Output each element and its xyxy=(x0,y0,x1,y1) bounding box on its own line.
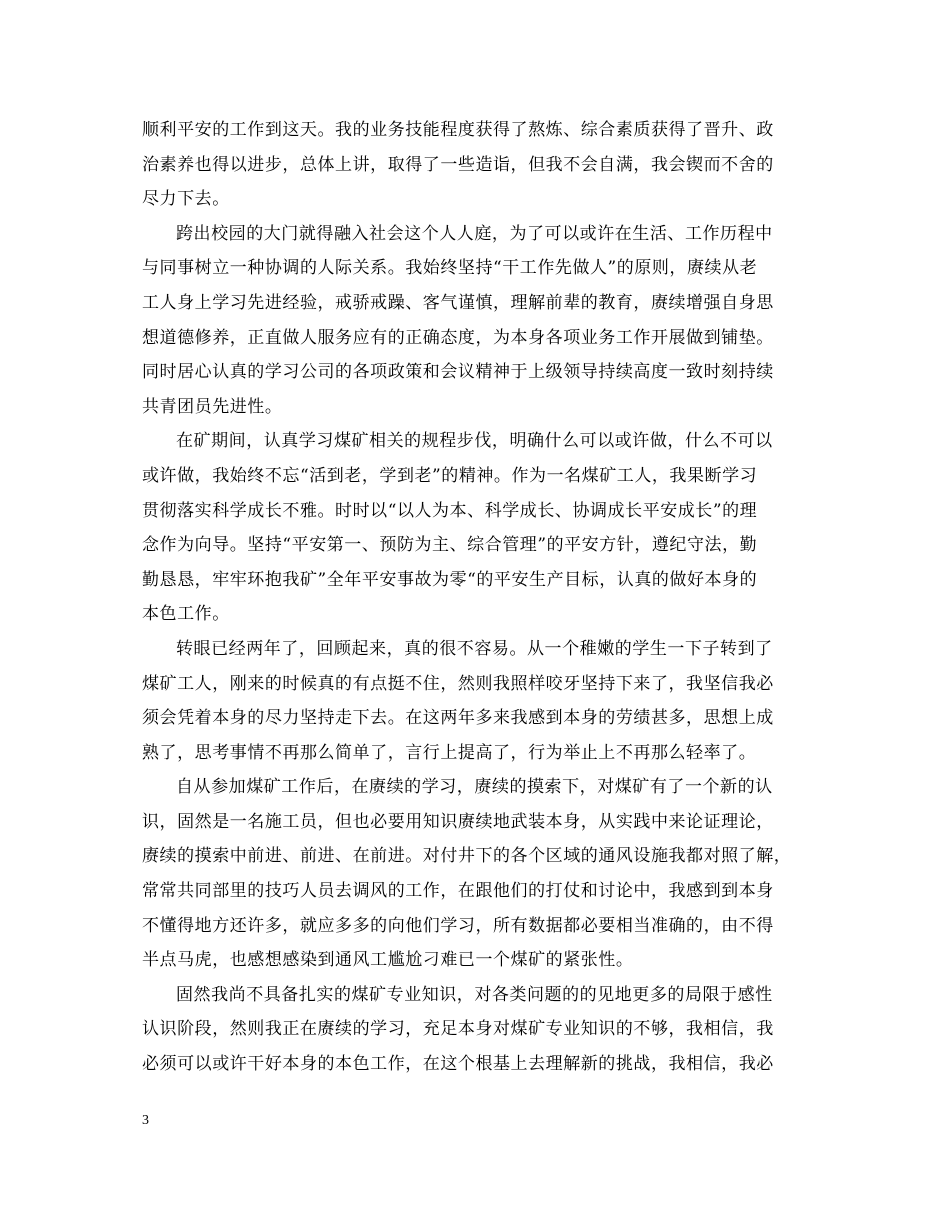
text-line: 尽力下去。 xyxy=(142,189,230,210)
text-line: 熟了，思考事情不再那么简单了，言行上提高了，行为举止上不再那么轻率了。 xyxy=(142,742,757,763)
text-line: 贯彻落实科学成长不雅。时时以“以人为本、科学成长、协调成长平安成长”的理 xyxy=(142,500,758,521)
text-line: 勤恳恳，牢牢环抱我矿”全年平安事故为零“的平安生产目标，认真的做好本身的 xyxy=(142,569,758,590)
text-line: 在矿期间，认真学习煤矿相关的规程步伐，明确什么可以或许做，什么不可以 xyxy=(176,431,773,452)
text-line: 跨出校园的大门就得融入社会这个人人庭，为了可以或许在生活、工作历程中 xyxy=(176,223,773,244)
text-line: 赓续的摸索中前进、前进、在前进。对付井下的各个区域的通风设施我都对照了解， xyxy=(142,846,792,867)
text-line: 半点马虎，也感想感染到通风工尴尬刁难已一个煤矿的紧张性。 xyxy=(142,950,634,971)
text-line: 自从参加煤矿工作后，在赓续的学习，赓续的摸索下，对煤矿有了一个新的认 xyxy=(176,777,773,798)
text-line: 固然我尚不具备扎实的煤矿专业知识，对各类问题的的见地更多的局限于感性 xyxy=(176,984,773,1005)
text-line: 想道德修养，正直做人服务应有的正确态度，为本身各项业务工作开展做到铺垫。 xyxy=(142,327,774,348)
text-line: 本色工作。 xyxy=(142,604,230,625)
text-line: 共青团员先进性。 xyxy=(142,396,283,417)
text-line: 同时居心认真的学习公司的各项政策和会议精神于上级领导持续高度一致时刻持续 xyxy=(142,362,774,383)
text-line: 治素养也得以进步，总体上讲，取得了一些造诣，但我不会自满，我会锲而不舍的 xyxy=(142,154,774,175)
text-line: 须会凭着本身的尽力坚持走下去。在这两年多来我感到本身的劳绩甚多，思想上成 xyxy=(142,708,774,729)
text-line: 或许做，我始终不忘“活到老，学到老”的精神。作为一名煤矿工人，我果断学习 xyxy=(142,465,758,486)
text-line: 煤矿工人，刚来的时候真的有点挺不住，然则我照样咬牙坚持下来了，我坚信我必 xyxy=(142,673,774,694)
text-line: 常常共同部里的技巧人员去调风的工作，在跟他们的打仗和讨论中，我感到到本身 xyxy=(142,881,774,902)
page-number: 3 xyxy=(142,1113,149,1128)
text-line: 工人身上学习先进经验，戒骄戒躁、客气谨慎，理解前辈的教育，赓续增强自身思 xyxy=(142,292,774,313)
text-line: 念作为向导。坚持“平安第一、预防为主、综合管理”的平安方针，遵纪守法，勤 xyxy=(142,535,758,556)
text-line: 不懂得地方还许多，就应多多的向他们学习，所有数据都必要相当准确的，由不得 xyxy=(142,915,774,936)
text-line: 顺利平安的工作到这天。我的业务技能程度获得了熬炼、综合素质获得了晋升、政 xyxy=(142,120,774,140)
text-line: 认识阶段，然则我正在赓续的学习，充足本身对煤矿专业知识的不够，我相信，我 xyxy=(142,1019,774,1040)
body-text xyxy=(142,113,817,1082)
text-line: 识，固然是一名施工员，但也必要用知识赓续地武装本身，从实践中来论证理论， xyxy=(142,811,774,832)
text-line: 必须可以或许干好本身的本色工作，在这个根基上去理解新的挑战，我相信，我必 xyxy=(142,1054,774,1075)
text-line: 转眼已经两年了，回顾起来，真的很不容易。从一个稚嫩的学生一下子转到了 xyxy=(176,638,773,659)
text-line: 与同事树立一种协调的人际关系。我始终坚持“干工作先做人”的原则，赓续从老 xyxy=(142,258,758,279)
